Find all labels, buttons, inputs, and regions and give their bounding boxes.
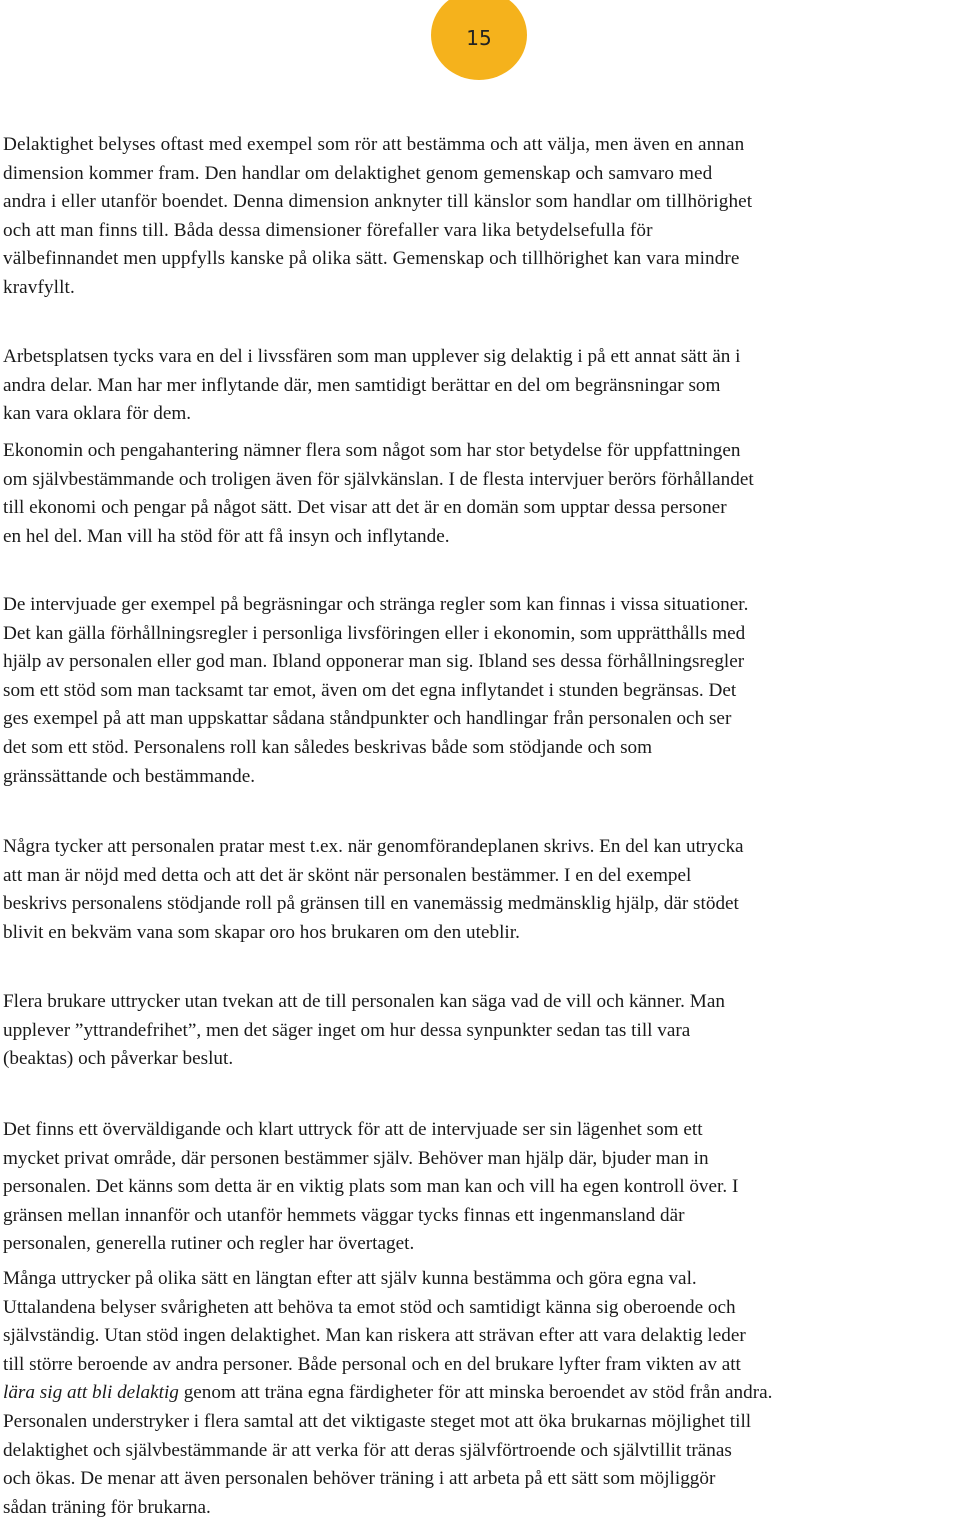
paragraph-1 xyxy=(3,131,958,303)
text-line: en hel del. Man vill ha stöd för att få insyn och inflytande. xyxy=(3,525,450,547)
text-line: kravfyllt. xyxy=(3,276,75,298)
text-line: Många uttrycker på olika sätt en längtan efter att själv kunna bestämma och göra egna val. xyxy=(3,1268,697,1289)
paragraph-5 xyxy=(3,833,958,947)
text-line: beskrivs personalens stödjande roll på gränsen till en vanemässig medmänsklig hjälp, där stödet xyxy=(3,893,739,915)
text-line: Det kan gälla förhållningsregler i personliga livsföringen eller i ekonomin, som upprätthålls med xyxy=(3,622,746,644)
text-line: om självbestämmande och troligen även för självkänslan. I de flesta intervjuer berörs förhållandet xyxy=(3,468,754,490)
text-line: gränssättande och bestämmande. xyxy=(3,765,256,787)
paragraph-7 xyxy=(3,1116,958,1259)
text-line: Det finns ett överväldigande och klart uttryck för att de intervjuade ser sin lägenhet som ett xyxy=(3,1119,703,1140)
text-line: andra delar. Man har mer inflytande där, men samtidigt berättar en del om begränsningar som xyxy=(3,374,721,396)
text-line: Uttalandena belyser svårigheten att behöva ta emot stöd och samtidigt känna sig oberoende och xyxy=(3,1296,736,1318)
paragraph-3 xyxy=(3,437,958,551)
paragraph-8 xyxy=(3,1265,958,1522)
text-line: Personalen understryker i flera samtal att det viktigaste steget mot att öka brukarnas möjlighet till xyxy=(3,1410,752,1432)
text-line: att man är nöjd med detta och att det är skönt när personalen bestämmer. I en del exempel xyxy=(3,864,692,886)
text-line: ges exempel på att man uppskattar sådana ståndpunkter och handlingar från personalen och ser xyxy=(3,708,732,730)
italic-phrase: lära sig att bli delaktig xyxy=(3,1382,179,1404)
text-line: Delaktighet belyses oftast med exempel som rör att bestämma och att välja, men även en annan xyxy=(3,134,745,155)
text-line: till större beroende av andra personer. Både personal och en del brukare lyfter fram vikten av att xyxy=(3,1353,741,1375)
text-line: (beaktas) och påverkar beslut. xyxy=(3,1048,234,1070)
text-line: De intervjuade ger exempel på begräsningar och stränga regler som kan finnas i vissa situationer. xyxy=(3,594,749,615)
text-line: till ekonomi och pengar på något sätt. Det visar att det är en domän som upptar dessa personer xyxy=(3,497,727,519)
text-line: dimension kommer fram. Den handlar om delaktighet genom gemenskap och samvaro med xyxy=(3,162,713,184)
paragraph-2 xyxy=(3,343,958,429)
text-line: Flera brukare uttrycker utan tvekan att de till personalen kan säga vad de vill och känner. Man xyxy=(3,991,725,1012)
paragraph-6 xyxy=(3,988,958,1074)
page-number: 15 xyxy=(466,26,492,50)
page-number-badge xyxy=(431,0,527,80)
text-line: mycket privat område, där personen bestämmer själv. Behöver man hjälp där, bjuder man in xyxy=(3,1147,709,1169)
text-line: som ett stöd som man tacksamt tar emot, även om det egna inflytandet i stunden begränsas. Det xyxy=(3,679,737,701)
paragraph-4 xyxy=(3,591,958,791)
text-line: Arbetsplatsen tycks vara en del i livssfären som man upplever sig delaktig i på ett annat sätt än i xyxy=(3,346,741,367)
text-line: och att man finns till. Båda dessa dimensioner förefaller vara lika betydelsefulla för xyxy=(3,219,653,241)
text-line: Några tycker att personalen pratar mest t.ex. när genomförandeplanen skrivs. En del kan utrycka xyxy=(3,836,744,857)
text-line xyxy=(3,1379,958,1408)
text-fragment: genom att träna egna färdigheter för att minska beroendet av stöd från andra. xyxy=(178,1382,773,1404)
text-line: kan vara oklara för dem. xyxy=(3,403,192,425)
text-line: det som ett stöd. Personalens roll kan således beskrivas både som stödjande och som xyxy=(3,736,653,758)
text-line: sådan träning för brukarna. xyxy=(3,1496,211,1518)
text-line: gränsen mellan innanför och utanför hemmets väggar tycks finnas ett ingenmansland där xyxy=(3,1204,685,1226)
text-line: andra i eller utanför boendet. Denna dimension anknyter till känslor som handlar om tillhörighet xyxy=(3,191,753,213)
text-line: hjälp av personalen eller god man. Ibland opponerar man sig. Ibland ses dessa förhållningsregler xyxy=(3,651,745,673)
text-line: personalen, generella rutiner och regler har övertaget. xyxy=(3,1233,415,1255)
text-line: Ekonomin och pengahantering nämner flera som något som har stor betydelse för uppfattningen xyxy=(3,440,741,461)
text-line: självständig. Utan stöd ingen delaktighet. Man kan riskera att strävan efter att vara delaktig leder xyxy=(3,1325,746,1347)
text-line: blivit en bekväm vana som skapar oro hos brukaren om den uteblir. xyxy=(3,921,520,943)
text-line: och ökas. De menar att även personalen behöver träning i att arbeta på ett sätt som möjliggör xyxy=(3,1468,716,1490)
text-line: upplever ”yttrandefrihet”, men det säger inget om hur dessa synpunkter sedan tas till vara xyxy=(3,1019,691,1041)
text-line: personalen. Det känns som detta är en viktig plats som man kan och vill ha egen kontroll över. I xyxy=(3,1176,739,1198)
text-line: delaktighet och självbestämmande är att verka för att deras självförtroende och självtillit tränas xyxy=(3,1439,732,1461)
text-line: välbefinnandet men uppfylls kanske på olika sätt. Gemenskap och tillhörighet kan vara mindre xyxy=(3,248,740,270)
